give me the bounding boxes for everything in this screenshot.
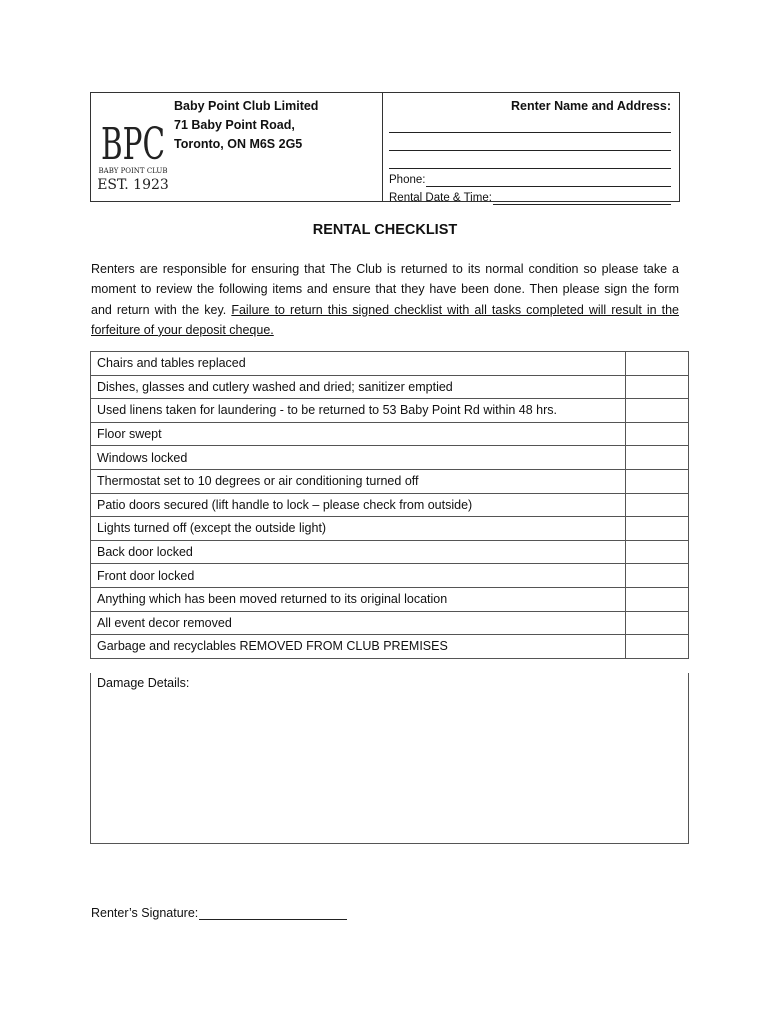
checklist-checkbox[interactable] — [626, 635, 689, 659]
logo-letters: BPC — [101, 119, 165, 170]
intro-warning: Failure to return this signed checklist with all tasks completed will result in the forfeiture of your deposit cheque. — [91, 302, 679, 337]
checklist-checkbox[interactable] — [626, 564, 689, 588]
club-address — [174, 97, 318, 154]
damage-label: Damage Details: — [97, 676, 190, 690]
checklist-item: Thermostat set to 10 degrees or air conditioning turned off — [91, 469, 626, 493]
checklist-row — [91, 446, 689, 470]
checklist-row — [91, 375, 689, 399]
signature-field[interactable] — [91, 906, 347, 920]
checklist-item: All event decor removed — [91, 611, 626, 635]
club-name: Baby Point Club Limited — [174, 99, 319, 113]
intro-paragraph — [91, 259, 679, 340]
checklist-item: Front door locked — [91, 564, 626, 588]
checklist-row — [91, 493, 689, 517]
phone-field[interactable] — [389, 173, 671, 187]
checklist-checkbox[interactable] — [626, 587, 689, 611]
club-street: 71 Baby Point Road, — [174, 118, 295, 132]
checklist-row — [91, 422, 689, 446]
header-box — [90, 92, 680, 202]
checklist-item: Lights turned off (except the outside light) — [91, 517, 626, 541]
renter-info-cell — [383, 93, 679, 204]
signature-line[interactable] — [199, 907, 347, 920]
checklist-item: Garbage and recyclables REMOVED FROM CLUB PREMISES — [91, 635, 626, 659]
checklist-row — [91, 469, 689, 493]
phone-line[interactable] — [426, 174, 671, 187]
damage-details-box[interactable] — [90, 673, 689, 844]
rental-date-field[interactable] — [389, 191, 671, 205]
renter-title: Renter Name and Address: — [511, 99, 671, 113]
rental-date-label: Rental Date & Time: — [389, 192, 492, 204]
page-title: RENTAL CHECKLIST — [312, 222, 458, 238]
checklist-item: Dishes, glasses and cutlery washed and dried; sanitizer emptied — [91, 375, 626, 399]
renter-address-line-1[interactable] — [389, 135, 671, 151]
checklist-item: Patio doors secured (lift handle to lock – please check from outside) — [91, 493, 626, 517]
checklist-row — [91, 352, 689, 376]
intro-text: Renters are responsible for ensuring that The Club is returned to its normal condition so please take a moment to review the following items and ensure that they have been done. Then please sign the form and return with the key. — [91, 262, 679, 317]
checklist-checkbox[interactable] — [626, 399, 689, 423]
renter-address-line-2[interactable] — [389, 153, 671, 169]
logo-club-name: BABY POINT CLUB — [98, 167, 168, 175]
checklist-checkbox[interactable] — [626, 469, 689, 493]
checklist-checkbox[interactable] — [626, 375, 689, 399]
checklist-row — [91, 611, 689, 635]
checklist-table — [90, 351, 689, 659]
checklist-item: Windows locked — [91, 446, 626, 470]
checklist-row — [91, 540, 689, 564]
club-info-cell — [91, 93, 383, 201]
checklist-checkbox[interactable] — [626, 493, 689, 517]
logo-est: EST. 1923 — [97, 177, 169, 193]
rental-date-line[interactable] — [493, 192, 671, 205]
checklist-row — [91, 517, 689, 541]
checklist-item: Used linens taken for laundering - to be returned to 53 Baby Point Rd within 48 hrs. — [91, 399, 626, 423]
checklist-checkbox[interactable] — [626, 611, 689, 635]
club-city: Toronto, ON M6S 2G5 — [174, 137, 303, 151]
renter-name-line[interactable] — [389, 117, 671, 133]
checklist-item: Chairs and tables replaced — [91, 352, 626, 376]
checklist-item: Anything which has been moved returned to its original location — [91, 587, 626, 611]
checklist-checkbox[interactable] — [626, 422, 689, 446]
checklist-row — [91, 399, 689, 423]
checklist-checkbox[interactable] — [626, 352, 689, 376]
phone-label: Phone: — [389, 174, 426, 186]
checklist-checkbox[interactable] — [626, 540, 689, 564]
checklist-item: Back door locked — [91, 540, 626, 564]
checklist-row — [91, 635, 689, 659]
checklist-checkbox[interactable] — [626, 446, 689, 470]
checklist-row — [91, 587, 689, 611]
checklist-row — [91, 564, 689, 588]
club-logo — [97, 101, 169, 197]
checklist-checkbox[interactable] — [626, 517, 689, 541]
checklist-item: Floor swept — [91, 422, 626, 446]
signature-label: Renter’s Signature: — [91, 906, 199, 920]
